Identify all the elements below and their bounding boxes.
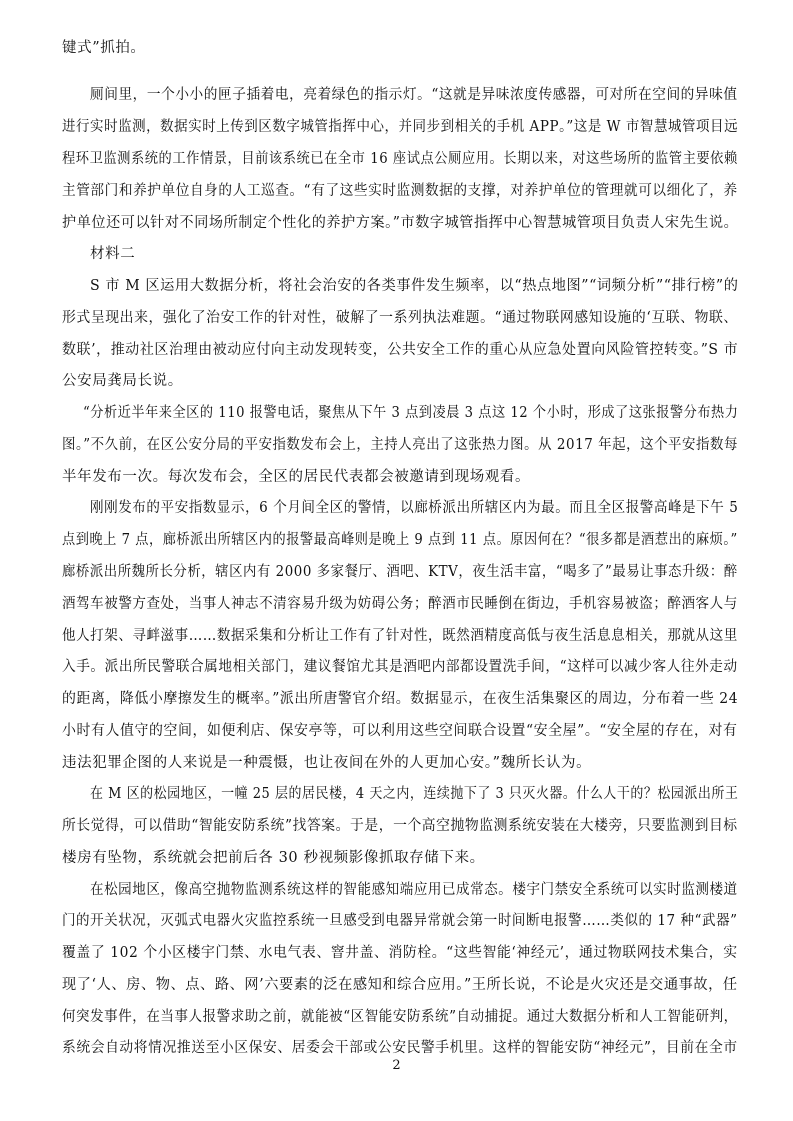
text-line: 系统会自动将情况推送至小区保安、居委会干部或公安民警手机里。这样的智能安防“神经元”，目前在全市 [62,1040,738,1056]
text-line: 键式”抓拍。 [62,40,146,56]
paragraph-first-line: 在 M 区的松园地区，一幢 25 层的居民楼，4 天之内，连续抛下了 3 只灭火器。什么人干的？松园派出所王 [90,786,739,802]
text-line: 入手。派出所民警联合属地相关部门，建议餐馆尤其是酒吧内部都设置洗手间，“这样可以减少客人往外走动 [62,659,738,675]
text-line: 进行实时监测，数据实时上传到区数字城管指挥中心，并同步到相关的手机 APP。”这是 W 市智慧城管项目远 [62,119,739,135]
text-line: 程环卫监测系统的工作情景，目前该系统已在全市 16 座试点公厕应用。长期以来，对这些场所的监管主要依赖 [62,151,738,167]
text-line: 他人打架、寻衅滋事……数据采集和分析让工作有了针对性，既然酒精度高低与夜生活息息相关，那就从这里 [62,628,738,644]
text-line: 数联’，推动社区治理由被动应付向主动发现转变，公共安全工作的重心从应急处置向风险管控转变。”S 市 [62,342,739,358]
text-line: 护单位还可以针对不同场所制定个性化的养护方案。”市数字城管指挥中心智慧城管项目负责人宋先生说。 [62,215,739,231]
paragraph-first-line: 刚刚发布的平安指数显示，6 个月间全区的警情，以廊桥派出所辖区内为最。而且全区报警高峰是下午 5 [90,500,739,516]
text-line: 廊桥派出所魏所长分析，辖区内有 2000 多家餐厅、酒吧、KTV，夜生活丰富，“喝多了”最易让事态升级：醉 [62,564,738,580]
paragraph-first-line: S 市 M 区运用大数据分析，将社会治安的各类事件发生频率，以“热点地图”“词频分析”“排行榜”的 [90,278,739,294]
text-line: 形式呈现出来，强化了治安工作的针对性，破解了一系列执法难题。“通过物联网感知设施的‘互联、物联、 [62,310,738,326]
section-heading: 材料二 [90,246,136,262]
text-line: 小时有人值守的空间，如便利店、保安亭等，可以利用这些空间联合设置“安全屋”。“安全屋的存在，对有 [62,723,738,739]
text-line: 图。”不久前，在区公安分局的平安指数发布会上，主持人亮出了这张热力图。从 2017 年起，这个平安指数每 [62,437,738,453]
text-line: 半年发布一次。每次发布会，全区的居民代表都会被邀请到现场观看。 [62,469,531,485]
paragraph-first-line: 厕间里，一个小小的匣子插着电，亮着绿色的指示灯。“这就是异味浓度传感器，可对所在空间的异味值 [90,87,738,103]
text-line: 点到晚上 7 点，廊桥派出所辖区内的报警最高峰则是晚上 9 点到 11 点。原因何在？“很多都是酒惹出的麻烦。” [62,532,738,548]
text-line: 楼房有坠物，系统就会把前后各 30 秒视频影像抓取存储下来。 [62,850,485,866]
text-line: 的距离，降低小摩擦发生的概率。”派出所唐警官介绍。数据显示，在夜生活集聚区的周边，分布着一些 24 [62,691,739,707]
paragraph-first-line: 在松园地区，像高空抛物监测系统这样的智能感知端应用已成常态。楼宇门禁安全系统可以实时监测楼道 [90,882,738,898]
text-line: 覆盖了 102 个小区楼宇门禁、水电气表、窨井盖、消防栓。“这些智能‘神经元’，通过物联网技术集合，实 [62,945,738,961]
text-line: 现了‘人、房、物、点、路、网’六要素的泛在感知和综合应用。”王所长说，不论是火灾还是交通事故，任 [62,977,738,993]
text-line: 所长觉得，可以借助“智能安防系统”找答案。于是，一个高空抛物监测系统安装在大楼旁，只要监测到目标 [62,818,738,834]
text-line: 何突发事件，在当事人报警求助之前，就能被“区智能安防系统”自动捕捉。通过大数据分析和人工智能研判， [62,1009,738,1025]
text-line: 公安局龚局长说。 [62,373,183,389]
text-line: 违法犯罪企图的人来说是一种震慑，也让夜间在外的人更加心安。”魏所长认为。 [62,755,592,771]
page-number: 2 [392,1058,401,1073]
text-line: 主管部门和养护单位自身的人工巡查。“有了这些实时监测数据的支撑，对养护单位的管理就可以细化了，养 [62,183,738,199]
paragraph-first-line: “分析近半年来全区的 110 报警电话，聚焦从下午 3 点到凌晨 3 点这 12 个小时，形成了这张报警分布热力 [83,405,739,421]
text-line: 酒驾车被警方查处，当事人神志不清容易升级为妨碍公务；醉酒市民睡倒在街边，手机容易被盗；醉酒客人与 [62,596,738,612]
text-line: 门的开关状况，灭弧式电器火灾监控系统一旦感受到电器异常就会第一时间断电报警……类似的 17 种“武器” [62,913,738,929]
